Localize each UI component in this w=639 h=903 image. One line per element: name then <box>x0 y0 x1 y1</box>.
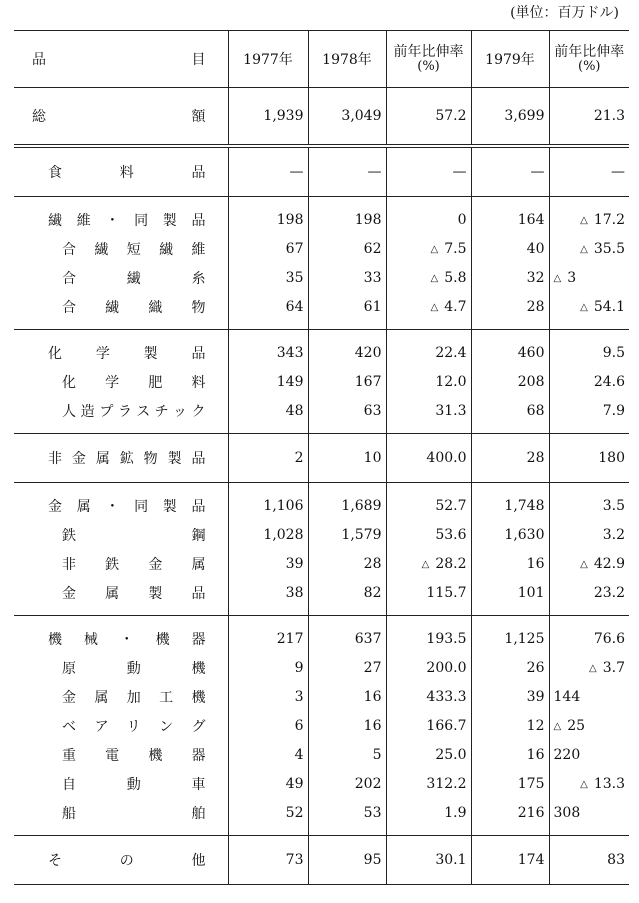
row-label: 原 動 機 <box>14 653 228 682</box>
cell-growth-1978: 193.5 <box>386 616 471 654</box>
row-label: 金属・同製品 <box>14 483 228 521</box>
cell-1979: 101 <box>471 578 549 616</box>
cell-1978: 16 <box>308 682 386 711</box>
cell-growth-1978: 0 <box>386 197 471 235</box>
table-row <box>14 549 629 578</box>
cell-1979: 164 <box>471 197 549 235</box>
cell-1979: 28 <box>471 292 549 330</box>
table-row <box>14 197 629 235</box>
cell-1978: 167 <box>308 367 386 396</box>
decrease-triangle-icon: △ <box>430 301 439 313</box>
cell-growth-1979: △ 42.9 <box>549 549 629 578</box>
decrease-triangle-icon: △ <box>430 243 439 255</box>
cell-1978: 27 <box>308 653 386 682</box>
cell-1977: 39 <box>228 549 308 578</box>
row-label: そ の 他 <box>14 836 228 885</box>
cell-growth-1978: 12.0 <box>386 367 471 396</box>
cell-1979: 216 <box>471 798 549 836</box>
cell-1977: 343 <box>228 330 308 368</box>
cell-1979: 16 <box>471 740 549 769</box>
cell-1978: 16 <box>308 711 386 740</box>
row-label: 金属製品 <box>14 578 228 616</box>
cell-1979: 1,630 <box>471 520 549 549</box>
cell-growth-1979: 308 <box>549 798 629 836</box>
cell-1977: 4 <box>228 740 308 769</box>
decrease-triangle-icon: △ <box>553 720 562 732</box>
cell-1978: 202 <box>308 769 386 798</box>
cell-growth-1979: 144 <box>549 682 629 711</box>
cell-growth-1978: 115.7 <box>386 578 471 616</box>
row-label: 合繊短繊維 <box>14 234 228 263</box>
cell-growth-1978: 31.3 <box>386 396 471 434</box>
cell-growth-1979: 180 <box>549 434 629 483</box>
cell-growth-1979: △ 17.2 <box>549 197 629 235</box>
cell-1977: 1,939 <box>228 88 308 147</box>
decrease-triangle-icon: △ <box>580 301 588 313</box>
row-label: 合 繊 糸 <box>14 263 228 292</box>
cell-growth-1978: △ 7.5 <box>386 234 471 263</box>
cell-growth-1978: — <box>386 146 471 197</box>
cell-1979: 40 <box>471 234 549 263</box>
cell-1978: 28 <box>308 549 386 578</box>
cell-1979: 12 <box>471 711 549 740</box>
cell-1979: 460 <box>471 330 549 368</box>
cell-growth-1979: △ 3.7 <box>549 653 629 682</box>
table-row <box>14 396 629 434</box>
table-row-food <box>14 146 629 197</box>
decrease-triangle-icon: △ <box>580 243 588 255</box>
cell-1979: 32 <box>471 263 549 292</box>
table-row <box>14 263 629 292</box>
cell-1979: 28 <box>471 434 549 483</box>
cell-growth-1978: 312.2 <box>386 769 471 798</box>
cell-1979: 26 <box>471 653 549 682</box>
header-growth-1978: 前年比伸率 (%) <box>386 31 471 88</box>
table-row <box>14 483 629 521</box>
cell-1977: 198 <box>228 197 308 235</box>
table-row <box>14 711 629 740</box>
cell-1977: 52 <box>228 798 308 836</box>
header-growth-1979: 前年比伸率 (%) <box>549 31 629 88</box>
cell-1978: 33 <box>308 263 386 292</box>
cell-1977: 2 <box>228 434 308 483</box>
cell-growth-1978: 200.0 <box>386 653 471 682</box>
cell-growth-1978: 52.7 <box>386 483 471 521</box>
cell-growth-1979: 21.3 <box>549 88 629 147</box>
cell-1979: — <box>471 146 549 197</box>
cell-1978: 198 <box>308 197 386 235</box>
cell-1978: 53 <box>308 798 386 836</box>
decrease-triangle-icon: △ <box>589 662 597 674</box>
row-label: 鉄 鋼 <box>14 520 228 549</box>
cell-growth-1979: 220 <box>549 740 629 769</box>
table-row <box>14 836 629 885</box>
cell-1978: 10 <box>308 434 386 483</box>
cell-1978: — <box>308 146 386 197</box>
row-label: 自 動 車 <box>14 769 228 798</box>
cell-1979: 174 <box>471 836 549 885</box>
table-row <box>14 769 629 798</box>
cell-1977: 217 <box>228 616 308 654</box>
table-row <box>14 578 629 616</box>
cell-growth-1979: △ 35.5 <box>549 234 629 263</box>
row-label: 金属加工機 <box>14 682 228 711</box>
decrease-triangle-icon: △ <box>553 272 562 284</box>
cell-1977: 1,106 <box>228 483 308 521</box>
cell-1977: 35 <box>228 263 308 292</box>
cell-1977: 3 <box>228 682 308 711</box>
row-label: 繊維・同製品 <box>14 197 228 235</box>
table-row <box>14 740 629 769</box>
cell-1979: 1,125 <box>471 616 549 654</box>
cell-growth-1979: △ 25 <box>549 711 629 740</box>
cell-1979: 175 <box>471 769 549 798</box>
row-label: 化学製品 <box>14 330 228 368</box>
cell-1979: 1,748 <box>471 483 549 521</box>
cell-1978: 95 <box>308 836 386 885</box>
decrease-triangle-icon: △ <box>580 214 588 226</box>
cell-growth-1978: 57.2 <box>386 88 471 147</box>
cell-growth-1979: 23.2 <box>549 578 629 616</box>
cell-growth-1978: 53.6 <box>386 520 471 549</box>
cell-1978: 1,579 <box>308 520 386 549</box>
cell-growth-1979: 3.2 <box>549 520 629 549</box>
table-row <box>14 520 629 549</box>
row-label: 重電機器 <box>14 740 228 769</box>
cell-1978: 61 <box>308 292 386 330</box>
cell-1978: 420 <box>308 330 386 368</box>
cell-1979: 39 <box>471 682 549 711</box>
cell-growth-1978: 166.7 <box>386 711 471 740</box>
cell-1977: 64 <box>228 292 308 330</box>
table-row <box>14 798 629 836</box>
decrease-triangle-icon: △ <box>421 558 430 570</box>
cell-1978: 63 <box>308 396 386 434</box>
header-1979: 1979年 <box>471 31 549 88</box>
cell-growth-1979: — <box>549 146 629 197</box>
cell-1977: 49 <box>228 769 308 798</box>
cell-1977: — <box>228 146 308 197</box>
cell-growth-1978: 25.0 <box>386 740 471 769</box>
cell-growth-1978: △ 28.2 <box>386 549 471 578</box>
table-row <box>14 616 629 654</box>
header-item: 品 目 <box>14 31 228 88</box>
cell-growth-1979: 7.9 <box>549 396 629 434</box>
cell-growth-1978: 433.3 <box>386 682 471 711</box>
cell-growth-1979: △ 54.1 <box>549 292 629 330</box>
cell-growth-1979: 9.5 <box>549 330 629 368</box>
cell-growth-1978: △ 5.8 <box>386 263 471 292</box>
row-label: 船 舶 <box>14 798 228 836</box>
decrease-triangle-icon: △ <box>580 778 588 790</box>
row-label: 非鉄金属 <box>14 549 228 578</box>
unit-note: (単位：百万ドル) <box>510 5 619 21</box>
decrease-triangle-icon: △ <box>580 558 588 570</box>
row-label: 人造プラスチック <box>14 396 228 434</box>
row-label: 機械・機器 <box>14 616 228 654</box>
cell-1979: 68 <box>471 396 549 434</box>
table-row-total <box>14 88 629 147</box>
header-1978: 1978年 <box>308 31 386 88</box>
cell-growth-1978: △ 4.7 <box>386 292 471 330</box>
row-label: ベアリング <box>14 711 228 740</box>
cell-1978: 1,689 <box>308 483 386 521</box>
row-label: 食 料 品 <box>14 146 228 197</box>
decrease-triangle-icon: △ <box>430 272 439 284</box>
cell-1977: 38 <box>228 578 308 616</box>
cell-growth-1979: 24.6 <box>549 367 629 396</box>
cell-growth-1978: 30.1 <box>386 836 471 885</box>
table-row <box>14 434 629 483</box>
cell-1978: 82 <box>308 578 386 616</box>
header-1977: 1977年 <box>228 31 308 88</box>
cell-1979: 16 <box>471 549 549 578</box>
cell-growth-1979: △ 3 <box>549 263 629 292</box>
cell-growth-1979: 76.6 <box>549 616 629 654</box>
cell-1977: 67 <box>228 234 308 263</box>
cell-1977: 149 <box>228 367 308 396</box>
cell-1978: 62 <box>308 234 386 263</box>
cell-1979: 208 <box>471 367 549 396</box>
table-row <box>14 330 629 368</box>
cell-growth-1978: 1.9 <box>386 798 471 836</box>
table-row <box>14 292 629 330</box>
table-row <box>14 367 629 396</box>
cell-growth-1978: 22.4 <box>386 330 471 368</box>
cell-1977: 9 <box>228 653 308 682</box>
table-row <box>14 682 629 711</box>
table-row <box>14 653 629 682</box>
cell-growth-1978: 400.0 <box>386 434 471 483</box>
cell-growth-1979: 3.5 <box>549 483 629 521</box>
row-label: 非金属鉱物製品 <box>14 434 228 483</box>
row-label: 化学肥料 <box>14 367 228 396</box>
cell-1977: 73 <box>228 836 308 885</box>
export-table <box>14 30 629 885</box>
row-label: 合繊織物 <box>14 292 228 330</box>
cell-1979: 3,699 <box>471 88 549 147</box>
cell-growth-1979: △ 13.3 <box>549 769 629 798</box>
cell-1978: 3,049 <box>308 88 386 147</box>
cell-growth-1979: 83 <box>549 836 629 885</box>
cell-1978: 5 <box>308 740 386 769</box>
cell-1977: 6 <box>228 711 308 740</box>
header-row <box>14 31 629 88</box>
row-label: 総 額 <box>14 88 228 147</box>
cell-1978: 637 <box>308 616 386 654</box>
cell-1977: 1,028 <box>228 520 308 549</box>
table-row <box>14 234 629 263</box>
cell-1977: 48 <box>228 396 308 434</box>
